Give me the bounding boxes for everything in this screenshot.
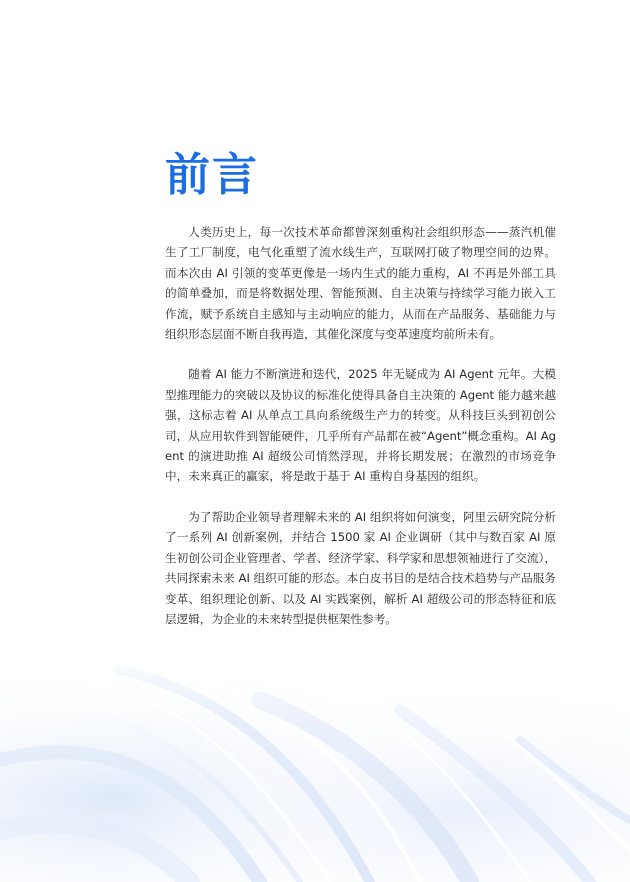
page-title: 前言 — [165, 148, 260, 201]
paragraph-1: 人类历史上，每一次技术革命都曾深刻重构社会组织形态——蒸汽机催生了工厂制度，电气化重塑了流水线生产，互联网打破了物理空间的边界。而本次由 AI 引领的变革更像是一场内生式的能力重构，AI 不再是外部工具的简单叠加，而是将数据处理、智能预测、自主决策与持续学习能力嵌入工作流，赋予系统自主感知与主动响应的能力，从而在产品服务、基础能力与组织形态层面不断自我再造，其催化深度与变革速度均前所未有。 — [165, 225, 556, 342]
preface-body — [165, 222, 556, 649]
paragraph-3: 为了帮助企业领导者理解未来的 AI 组织将如何演变，阿里云研究院分析了一系列 AI 创新案例，并结合 1500 家 AI 企业调研（其中与数百家 AI 原生初创公司企业管理者、学者、经济学家、科学家和思想领袖进行了交流），共同探索未来 AI 组织可能的形态。本白皮书目的是结合技术趋势与产品服务变革、组织理论创新、以及 AI 实践案例，解析 AI 超级公司的形态特征和底层逻辑，为企业的未来转型提供框架性参考。 — [165, 509, 556, 626]
paragraph-2: 随着 AI 能力不断演进和迭代，2025 年无疑成为 AI Agent 元年。大模型推理能力的突破以及协议的标准化使得具备自主决策的 Agent 能力越来越强，这标志着 AI 从单点工具向系统级生产力的转变。从科技巨头到初创公司，从应用软件到智能硬件，几乎所有产品都在被“Agent”概念重构。AI Agent 的演进助推 AI 超级公司悄然浮现，并将长期发展；在激烈的市场竞争中，未来真正的赢家，将是敢于基于 AI 重构自身基因的组织。 — [165, 367, 556, 484]
decorative-light-streaks — [0, 640, 630, 882]
